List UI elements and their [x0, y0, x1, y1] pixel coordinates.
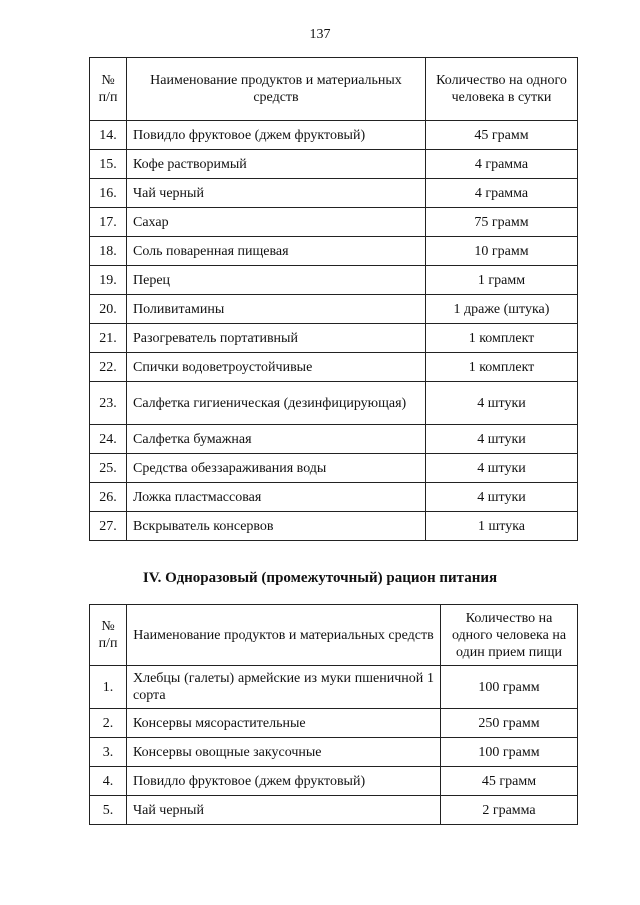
- row-name: Ложка пластмассовая: [127, 483, 426, 512]
- row-name: Спички водоветроустойчивые: [127, 353, 426, 382]
- row-quantity: 1 комплект: [426, 324, 578, 353]
- table-row: [90, 150, 578, 179]
- table-row: [90, 767, 578, 796]
- row-quantity: 45 грамм: [441, 767, 578, 796]
- row-quantity: 1 грамм: [426, 266, 578, 295]
- row-number: 27.: [90, 512, 127, 541]
- row-number: 5.: [90, 796, 127, 825]
- row-quantity: 4 штуки: [426, 425, 578, 454]
- row-name: Поливитамины: [127, 295, 426, 324]
- row-quantity: 1 комплект: [426, 353, 578, 382]
- row-name: Перец: [127, 266, 426, 295]
- table-row: [90, 454, 578, 483]
- row-number: 23.: [90, 382, 127, 425]
- table-row: [90, 425, 578, 454]
- table-header-row: [90, 58, 578, 121]
- header-quantity: Количество на одного человека на один прием пищи: [441, 605, 578, 666]
- row-number: 4.: [90, 767, 127, 796]
- row-quantity: 1 драже (штука): [426, 295, 578, 324]
- row-name: Средства обеззараживания воды: [127, 454, 426, 483]
- row-name: Разогреватель портативный: [127, 324, 426, 353]
- row-quantity: 75 грамм: [426, 208, 578, 237]
- table-header-row: [90, 605, 578, 666]
- table-row: [90, 796, 578, 825]
- row-name: Повидло фруктовое (джем фруктовый): [127, 767, 441, 796]
- table-row: [90, 512, 578, 541]
- row-number: 20.: [90, 295, 127, 324]
- row-quantity: 250 грамм: [441, 709, 578, 738]
- row-number: 2.: [90, 709, 127, 738]
- table-row: [90, 738, 578, 767]
- header-number: № п/п: [90, 605, 127, 666]
- row-quantity: 4 штуки: [426, 382, 578, 425]
- row-quantity: 4 штуки: [426, 483, 578, 512]
- row-number: 15.: [90, 150, 127, 179]
- page-number: 137: [309, 27, 331, 42]
- row-number: 17.: [90, 208, 127, 237]
- row-number: 21.: [90, 324, 127, 353]
- table-row: [90, 121, 578, 150]
- header-name: Наименование продуктов и материальных средств: [127, 58, 426, 121]
- row-name: Вскрыватель консервов: [127, 512, 426, 541]
- row-name: Консервы овощные закусочные: [127, 738, 441, 767]
- row-quantity: 4 грамма: [426, 179, 578, 208]
- table-row: [90, 179, 578, 208]
- row-name: Чай черный: [127, 796, 441, 825]
- row-number: 14.: [90, 121, 127, 150]
- row-name: Повидло фруктовое (джем фруктовый): [127, 121, 426, 150]
- table-row: [90, 295, 578, 324]
- table-row: [90, 353, 578, 382]
- ration-table-single-meal: [89, 604, 578, 825]
- table-row: [90, 237, 578, 266]
- table-row: [90, 382, 578, 425]
- row-number: 26.: [90, 483, 127, 512]
- section-title: IV. Одноразовый (промежуточный) рацион питания: [142, 570, 498, 586]
- table-row: [90, 208, 578, 237]
- table-row: [90, 709, 578, 738]
- row-quantity: 1 штука: [426, 512, 578, 541]
- row-quantity: 4 штуки: [426, 454, 578, 483]
- row-quantity: 10 грамм: [426, 237, 578, 266]
- row-name: Чай черный: [127, 179, 426, 208]
- row-name: Соль поваренная пищевая: [127, 237, 426, 266]
- row-quantity: 45 грамм: [426, 121, 578, 150]
- ration-table-daily: [89, 57, 578, 541]
- row-number: 25.: [90, 454, 127, 483]
- table-row: [90, 483, 578, 512]
- row-number: 18.: [90, 237, 127, 266]
- header-name: Наименование продуктов и материальных средств: [127, 605, 441, 666]
- row-number: 3.: [90, 738, 127, 767]
- row-number: 16.: [90, 179, 127, 208]
- header-number: № п/п: [90, 58, 127, 121]
- row-number: 24.: [90, 425, 127, 454]
- row-quantity: 4 грамма: [426, 150, 578, 179]
- row-name: Салфетка бумажная: [127, 425, 426, 454]
- row-name: Сахар: [127, 208, 426, 237]
- row-number: 1.: [90, 666, 127, 709]
- table-row: [90, 666, 578, 709]
- row-number: 22.: [90, 353, 127, 382]
- row-quantity: 2 грамма: [441, 796, 578, 825]
- row-name: Салфетка гигиеническая (дезинфицирующая): [127, 382, 426, 425]
- row-name: Кофе растворимый: [127, 150, 426, 179]
- header-quantity: Количество на одного человека в сутки: [426, 58, 578, 121]
- table-row: [90, 266, 578, 295]
- row-quantity: 100 грамм: [441, 666, 578, 709]
- table-body: [90, 121, 578, 541]
- row-name: Консервы мясорастительные: [127, 709, 441, 738]
- table-body: [90, 666, 578, 825]
- row-number: 19.: [90, 266, 127, 295]
- row-name: Хлебцы (галеты) армейские из муки пшеничной 1 сорта: [127, 666, 441, 709]
- row-quantity: 100 грамм: [441, 738, 578, 767]
- table-row: [90, 324, 578, 353]
